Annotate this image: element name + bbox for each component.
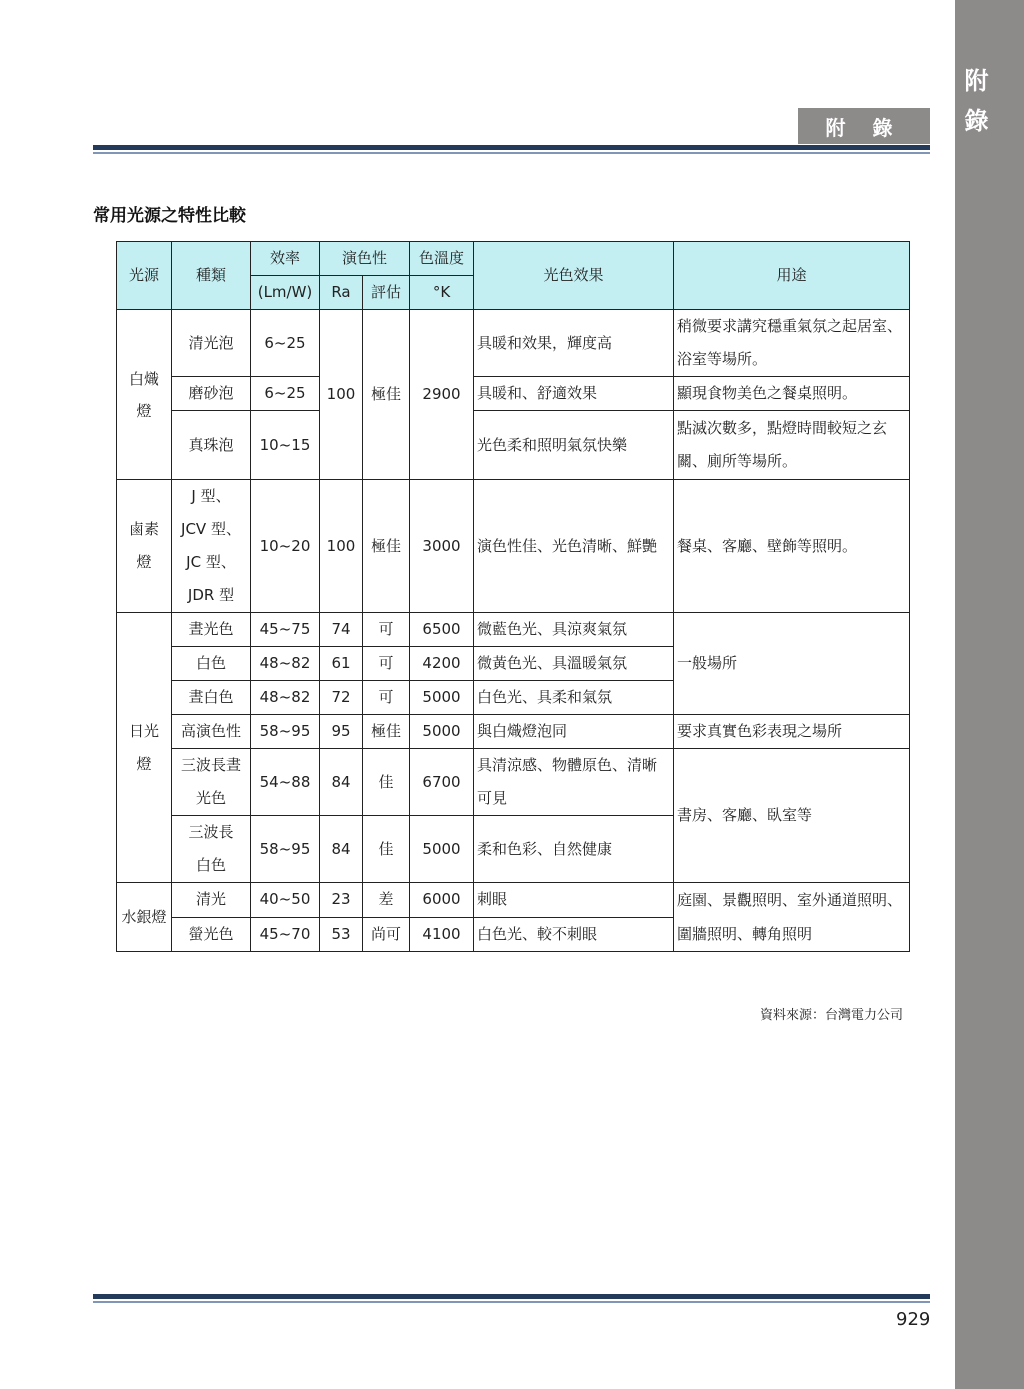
table-row — [117, 749, 910, 816]
type-cell: 磨砂泡 — [172, 377, 251, 411]
header-color-temp: 色溫度 — [410, 242, 474, 276]
temp-cell: 2900 — [410, 310, 474, 480]
type-cell: 晝光色 — [172, 613, 251, 647]
table-row — [117, 613, 910, 647]
efficiency-cell: 10~20 — [251, 480, 320, 613]
use-cell: 餐桌、客廳、壁飾等照明。 — [674, 480, 910, 613]
efficiency-cell: 54~88 — [251, 749, 320, 816]
effect-cell: 白色光、較不刺眼 — [474, 917, 674, 952]
side-chapter-label: 附錄 — [960, 68, 988, 148]
use-cell: 點滅次數多，點燈時間較短之玄關、廁所等場所。 — [674, 411, 910, 480]
table-row — [117, 310, 910, 377]
rating-cell: 極佳 — [363, 715, 410, 749]
header-type: 種類 — [172, 242, 251, 310]
footer-rule — [93, 1294, 930, 1303]
effect-cell: 光色柔和照明氣氛快樂 — [474, 411, 674, 480]
header-ra: Ra — [320, 276, 363, 310]
type-cell: 真珠泡 — [172, 411, 251, 480]
table-row — [117, 411, 910, 480]
temp-cell: 3000 — [410, 480, 474, 613]
temp-cell: 4200 — [410, 647, 474, 681]
header-effect: 光色效果 — [474, 242, 674, 310]
chapter-tab: 附 錄 — [798, 108, 930, 144]
ra-cell: 53 — [320, 917, 363, 952]
header-use: 用途 — [674, 242, 910, 310]
efficiency-cell: 45~75 — [251, 613, 320, 647]
rating-cell: 極佳 — [363, 310, 410, 480]
ra-cell: 100 — [320, 480, 363, 613]
type-cell: 晝白色 — [172, 681, 251, 715]
rating-cell: 可 — [363, 681, 410, 715]
ra-cell: 72 — [320, 681, 363, 715]
efficiency-cell: 40~50 — [251, 883, 320, 918]
efficiency-cell: 58~95 — [251, 816, 320, 883]
table-row — [117, 377, 910, 411]
type-cell: 螢光色 — [172, 917, 251, 952]
type-cell: 高演色性 — [172, 715, 251, 749]
header-color-temp-unit: °K — [410, 276, 474, 310]
use-cell: 顯現食物美色之餐桌照明。 — [674, 377, 910, 411]
effect-cell: 微黃色光、具溫暖氣氛 — [474, 647, 674, 681]
ra-cell: 84 — [320, 749, 363, 816]
effect-cell: 具清涼感、物體原色、清晰可見 — [474, 749, 674, 816]
temp-cell: 6500 — [410, 613, 474, 647]
source-cell: 白熾燈 — [117, 310, 172, 480]
source-note: 資料來源：台灣電力公司 — [760, 1008, 904, 1023]
type-cell: 三波長白色 — [172, 816, 251, 883]
header-efficiency: 效率 — [251, 242, 320, 276]
temp-cell: 6000 — [410, 883, 474, 918]
type-cell: 白色 — [172, 647, 251, 681]
efficiency-cell: 48~82 — [251, 681, 320, 715]
rating-cell: 差 — [363, 883, 410, 918]
type-cell: 清光 — [172, 883, 251, 918]
effect-cell: 演色性佳、光色清晰、鮮艷 — [474, 480, 674, 613]
header-rating: 評估 — [363, 276, 410, 310]
rating-cell: 尚可 — [363, 917, 410, 952]
header-source: 光源 — [117, 242, 172, 310]
ra-cell: 23 — [320, 883, 363, 918]
source-cell: 水銀燈 — [117, 883, 172, 952]
effect-cell: 具暖和效果，輝度高 — [474, 310, 674, 377]
ra-cell: 84 — [320, 816, 363, 883]
header-color-rendering: 演色性 — [320, 242, 410, 276]
effect-cell: 刺眼 — [474, 883, 674, 918]
header-rule — [93, 145, 930, 154]
effect-cell: 白色光、具柔和氣氛 — [474, 681, 674, 715]
temp-cell: 5000 — [410, 681, 474, 715]
efficiency-cell: 6~25 — [251, 310, 320, 377]
ra-cell: 74 — [320, 613, 363, 647]
use-cell: 要求真實色彩表現之場所 — [674, 715, 910, 749]
rating-cell: 佳 — [363, 816, 410, 883]
ra-cell: 61 — [320, 647, 363, 681]
type-cell: 三波長晝光色 — [172, 749, 251, 816]
rating-cell: 佳 — [363, 749, 410, 816]
efficiency-cell: 48~82 — [251, 647, 320, 681]
section-title: 常用光源之特性比較 — [93, 206, 246, 226]
effect-cell: 柔和色彩、自然健康 — [474, 816, 674, 883]
temp-cell: 5000 — [410, 715, 474, 749]
rating-cell: 可 — [363, 647, 410, 681]
source-cell: 日光燈 — [117, 613, 172, 883]
efficiency-cell: 45~70 — [251, 917, 320, 952]
table-row — [117, 480, 910, 613]
type-cell: 清光泡 — [172, 310, 251, 377]
light-source-table — [116, 241, 910, 952]
rating-cell: 可 — [363, 613, 410, 647]
efficiency-cell: 6~25 — [251, 377, 320, 411]
header-efficiency-unit: (Lm/W) — [251, 276, 320, 310]
use-cell: 書房、客廳、臥室等 — [674, 749, 910, 883]
efficiency-cell: 58~95 — [251, 715, 320, 749]
ra-cell: 100 — [320, 310, 363, 480]
efficiency-cell: 10~15 — [251, 411, 320, 480]
effect-cell: 微藍色光、具涼爽氣氛 — [474, 613, 674, 647]
table-row — [117, 883, 910, 918]
use-cell: 一般場所 — [674, 613, 910, 715]
source-cell: 鹵素燈 — [117, 480, 172, 613]
side-strip — [955, 0, 1024, 1389]
temp-cell: 4100 — [410, 917, 474, 952]
temp-cell: 6700 — [410, 749, 474, 816]
use-cell: 稍微要求講究穩重氣氛之起居室、浴室等場所。 — [674, 310, 910, 377]
use-cell: 庭園、景觀照明、室外通道照明、圍牆照明、轉角照明 — [674, 883, 910, 952]
rating-cell: 極佳 — [363, 480, 410, 613]
effect-cell: 具暖和、舒適效果 — [474, 377, 674, 411]
effect-cell: 與白熾燈泡同 — [474, 715, 674, 749]
page-number: 929 — [896, 1309, 931, 1330]
table-row — [117, 715, 910, 749]
type-cell: J 型、 JCV 型、 JC 型、 JDR 型 — [172, 480, 251, 613]
temp-cell: 5000 — [410, 816, 474, 883]
ra-cell: 95 — [320, 715, 363, 749]
